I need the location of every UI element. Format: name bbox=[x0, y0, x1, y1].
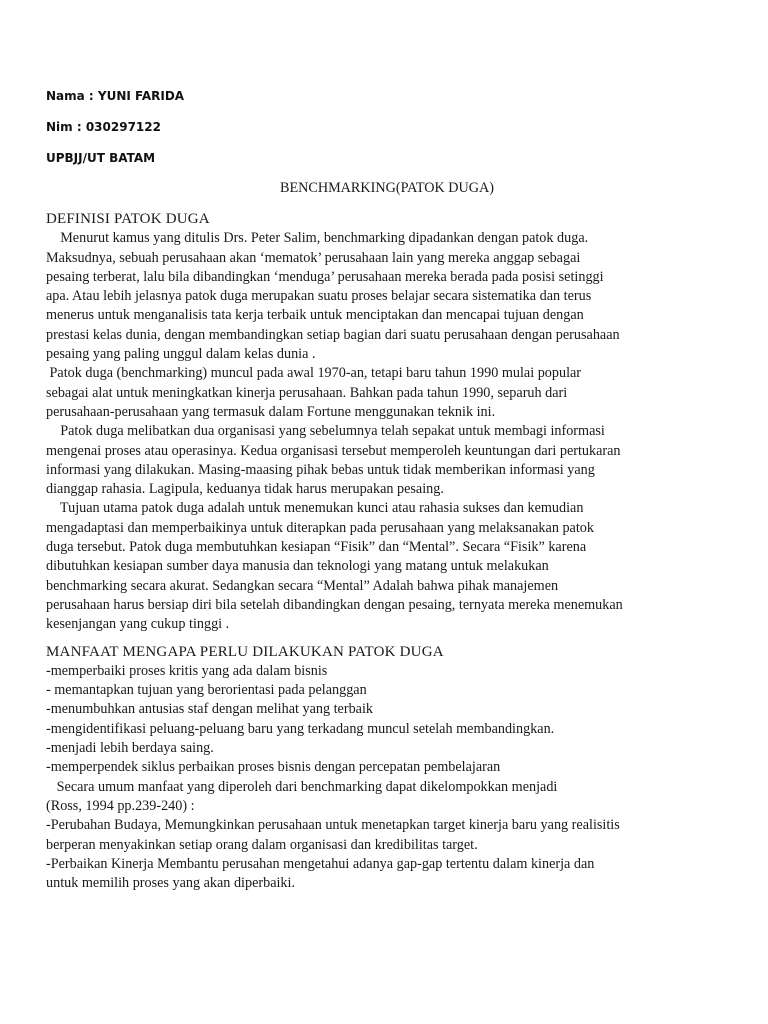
text-line: -menjadi lebih berdaya saing. bbox=[46, 740, 214, 757]
text-line: mengenai proses atau operasinya. Kedua organisasi tersebut memperoleh keuntungan dari pertukaran bbox=[46, 442, 621, 459]
student-unit: UPBJJ/UT BATAM bbox=[46, 151, 156, 165]
section-definition-text bbox=[46, 229, 728, 634]
text-line: dianggap rahasia. Lagipula, keduanya tidak harus merupakan pesaing. bbox=[46, 481, 444, 498]
section-heading-definition: DEFINISI PATOK DUGA bbox=[46, 211, 210, 227]
text-line: menerus untuk menganalisis tata kerja terbaik untuk menciptakan dan mencapai tujuan dengan bbox=[46, 307, 584, 324]
text-line: perusahaan-perusahaan yang termasuk dalam Fortune menggunakan teknik ini. bbox=[46, 403, 496, 420]
document-body bbox=[46, 178, 728, 893]
text-line: Patok duga (benchmarking) muncul pada awal 1970-an, tetapi baru tahun 1990 mulai popular bbox=[46, 365, 582, 382]
text-line: -Perbaikan Kinerja Membantu perusahan mengetahui adanya gap-gap tertentu dalam kinerja dan bbox=[46, 855, 595, 872]
text-line: kesenjangan yang cukup tinggi . bbox=[46, 616, 230, 633]
text-line: apa. Atau lebih jelasnya patok duga merupakan suatu proses belajar secara sistematika dan terus bbox=[46, 288, 592, 305]
text-line: -memperpendek siklus perbaikan proses bisnis dengan percepatan pembelajaran bbox=[46, 759, 501, 776]
student-nim: Nim : 030297122 bbox=[46, 120, 161, 134]
text-line: mengadaptasi dan memperbaikinya untuk diterapkan pada perusahaan yang melaksanakan patok bbox=[46, 519, 594, 536]
student-name: Nama : YUNI FARIDA bbox=[46, 89, 185, 103]
text-line: sebagai alat untuk meningkatkan kinerja perusahaan. Bahkan pada tahun 1990, separuh dari bbox=[46, 384, 568, 401]
text-line: prestasi kelas dunia, dengan membandingkan setiap bagian dari suatu perusahaan dengan perusahaan bbox=[46, 326, 620, 343]
text-line: untuk memilih proses yang akan diperbaiki. bbox=[46, 875, 296, 892]
text-line: - memantapkan tujuan yang berorientasi pada pelanggan bbox=[46, 682, 367, 699]
section-heading-benefits: MANFAAT MENGAPA PERLU DILAKUKAN PATOK DUGA bbox=[46, 643, 444, 660]
text-line: -menumbuhkan antusias staf dengan melihat yang terbaik bbox=[46, 701, 374, 718]
document-title: BENCHMARKING(PATOK DUGA) bbox=[279, 180, 494, 196]
text-line: pesaing yang paling unggul dalam kelas dunia . bbox=[46, 346, 316, 363]
text-line: Secara umum manfaat yang diperoleh dari benchmarking dapat dikelompokkan menjadi bbox=[46, 778, 558, 795]
text-line: (Ross, 1994 pp.239-240) : bbox=[46, 797, 195, 814]
text-line: pesaing terberat, lalu bila dibandingkan ‘menduga’ perusahaan mereka berada pada posisi setinggi bbox=[46, 268, 604, 285]
text-line: berperan menyakinkan setiap orang dalam organisasi dan kredibilitas target. bbox=[46, 836, 478, 853]
text-line: informasi yang dilakukan. Masing-maasing pihak bebas untuk tidak memberikan informasi yang bbox=[46, 461, 595, 478]
text-line: Patok duga melibatkan dua organisasi yang sebelumnya telah sepakat untuk membagi informasi bbox=[46, 423, 605, 440]
section-benefits-text bbox=[46, 662, 728, 894]
text-line: -mengidentifikasi peluang-peluang baru yang terkadang muncul setelah membandingkan. bbox=[46, 720, 555, 737]
text-line: dibutuhkan kesiapan sumber daya manusia dan teknologi yang matang untuk melakukan bbox=[46, 558, 549, 575]
text-line: benchmarking secara akurat. Sedangkan secara “Mental” Adalah bahwa pihak manajemen bbox=[46, 577, 559, 594]
text-line: Menurut kamus yang ditulis Drs. Peter Salim, benchmarking dipadankan dengan patok duga. bbox=[46, 230, 589, 247]
text-line: -Perubahan Budaya, Memungkinkan perusahaan untuk menetapkan target kinerja baru yang realisitis bbox=[46, 817, 620, 834]
text-line: Tujuan utama patok duga adalah untuk menemukan kunci atau rahasia sukses dan kemudian bbox=[46, 500, 584, 517]
text-line: Maksudnya, sebuah perusahaan akan ‘mematok’ perusahaan lain yang mereka anggap sebagai bbox=[46, 249, 581, 266]
text-line: -memperbaiki proses kritis yang ada dalam bisnis bbox=[46, 662, 328, 679]
text-line: perusahaan harus bersiap diri bila setelah dibandingkan dengan pesaing, ternyata mereka menemukan bbox=[46, 596, 623, 613]
text-line: duga tersebut. Patok duga membutuhkan kesiapan “Fisik” dan “Mental”. Secara “Fisik” karena bbox=[46, 539, 587, 556]
